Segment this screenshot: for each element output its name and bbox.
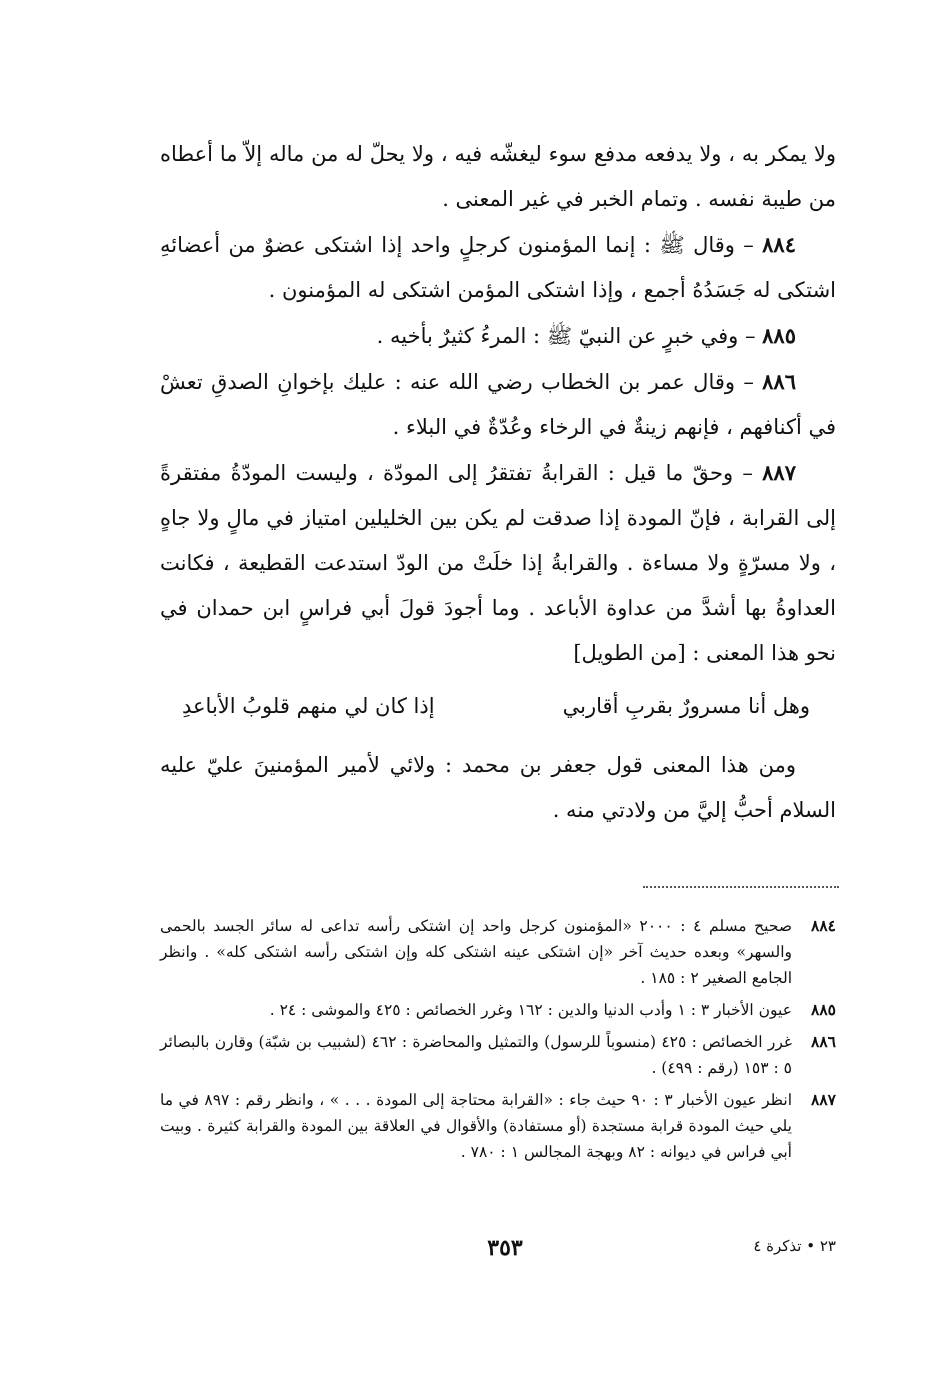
signature-mark: ٢٣ • تذكرة ٤ <box>753 1237 836 1255</box>
footnote-text: انظر عيون الأخبار ٣ : ٩٠ حيث جاء : «القرابة محتاجة إلى المودة . . . » ، وانظر رقم : ٨٩٧ في ما يلي حيث المودة قرابة مستجدة (أو مستفادة) والأقوال في العلاقة بين المودة والقرابة كثيرة . وبيت أبي فراس في ديوانه : ٨٢ وبهجة المجالس ١ : ٧٨٠ . <box>160 1091 793 1161</box>
footnote-number: ٨٨٤ <box>811 916 836 935</box>
footnote <box>160 997 836 1023</box>
paragraph-text: ومن هذا المعنى قول جعفر بن محمد : ولائي لأمير المؤمنينَ عليّ عليه السلام أحبُّ إليَّ من ولادتي منه . <box>160 753 836 822</box>
poem-verse <box>160 684 836 729</box>
paragraph-intro <box>160 132 836 222</box>
paragraph-text: – وقال عمر بن الخطاب رضي الله عنه : عليك بإخوانِ الصدقِ تعشْ في أكنافهم ، فإنهم زينةٌ في الرخاء وعُدّةٌ في البلاء . <box>160 370 836 439</box>
paragraph-885 <box>160 313 836 359</box>
paragraph-text: – وحقّ ما قيل : القرابةُ تفتقرُ إلى المودّة ، وليست المودّةُ مفتقرةً إلى القرابة ، فإنّ المودة إذا صدقت لم يكن بين الخليلين امتياز في مالٍ ولا جاهٍ ، ولا مسرّةٍ ولا مساءة . والقرابةُ إذا خلَتْ من الودّ استدعت القطيعة ، فكانت العداوةُ بها أشدَّ من عداوة الأباعد . وما أجودَ قولَ أبي فراسٍ ابن حمدان في نحو هذا المعنى : [من الطويل] <box>160 461 836 665</box>
page-footer <box>160 1237 836 1267</box>
footnote-number: ٨٨٦ <box>811 1032 836 1051</box>
main-text <box>160 132 836 833</box>
paragraph-text: – وقال ﷺ : إنما المؤمنون كرجلٍ واحد إذا اشتكى عضوٌ من أعضائهِ اشتكى له جَسَدُهُ أجمع ، وإذا اشتكى المؤمن اشتكى له المؤمنون . <box>160 233 836 302</box>
paragraph-number: ٨٨٦ <box>762 369 796 394</box>
paragraph-887 <box>160 450 836 676</box>
verse-second-hemistich: إذا كان لي منهم قلوبُ الأباعدِ <box>182 694 435 718</box>
paragraph-number: ٨٨٤ <box>762 232 796 257</box>
paragraph-number: ٨٨٥ <box>762 323 796 348</box>
footnote-text: عيون الأخبار ٣ : ١ وأدب الدنيا والدين : ١٦٢ وغرر الخصائص : ٤٢٥ والموشى : ٢٤ . <box>269 1001 792 1019</box>
paragraph-884 <box>160 222 836 313</box>
paragraph-intro-text: ولا يمكر به ، ولا يدفعه مدفع سوء ليغشّه فيه ، ولا يحلّ له من ماله إلاّ ما أعطاه من طيبة نفسه . وتمام الخبر في غير المعنى . <box>160 142 836 211</box>
footnote <box>160 1029 836 1081</box>
paragraph-number: ٨٨٧ <box>762 460 796 485</box>
footnote-number: ٨٨٧ <box>811 1090 836 1109</box>
footnote <box>160 913 836 991</box>
footnotes <box>160 913 836 1171</box>
footnote <box>160 1087 836 1165</box>
footnote-text: صحيح مسلم ٤ : ٢٠٠٠ «المؤمنون كرجل واحد إن اشتكى رأسه تداعى له سائر الجسد بالحمى والسهر» وبعده حديث آخر «إن اشتكى عينه اشتكى كله وإن اشتكى رأسه اشتكى كله» . وانظر الجامع الصغير ٢ : ١٨٥ . <box>160 917 793 987</box>
footnote-text: غرر الخصائص : ٤٢٥ (منسوباً للرسول) والتمثيل والمحاضرة : ٤٦٢ (لشبيب بن شبّة) وقارن بالبصائر ٥ : ١٥٣ (رقم : ٤٩٩) . <box>160 1033 792 1077</box>
paragraph-last <box>160 743 836 833</box>
footnote-number: ٨٨٥ <box>811 1000 836 1019</box>
footnote-separator <box>643 886 839 888</box>
paragraph-886 <box>160 359 836 450</box>
paragraph-text: – وفي خبرٍ عن النبيّ ﷺ : المرءُ كثيرٌ بأخيه . <box>376 324 763 348</box>
verse-first-hemistich: وهل أنا مسرورٌ بقربِ أقاربي <box>562 694 810 718</box>
page-number: ٣٥٣ <box>487 1235 523 1261</box>
